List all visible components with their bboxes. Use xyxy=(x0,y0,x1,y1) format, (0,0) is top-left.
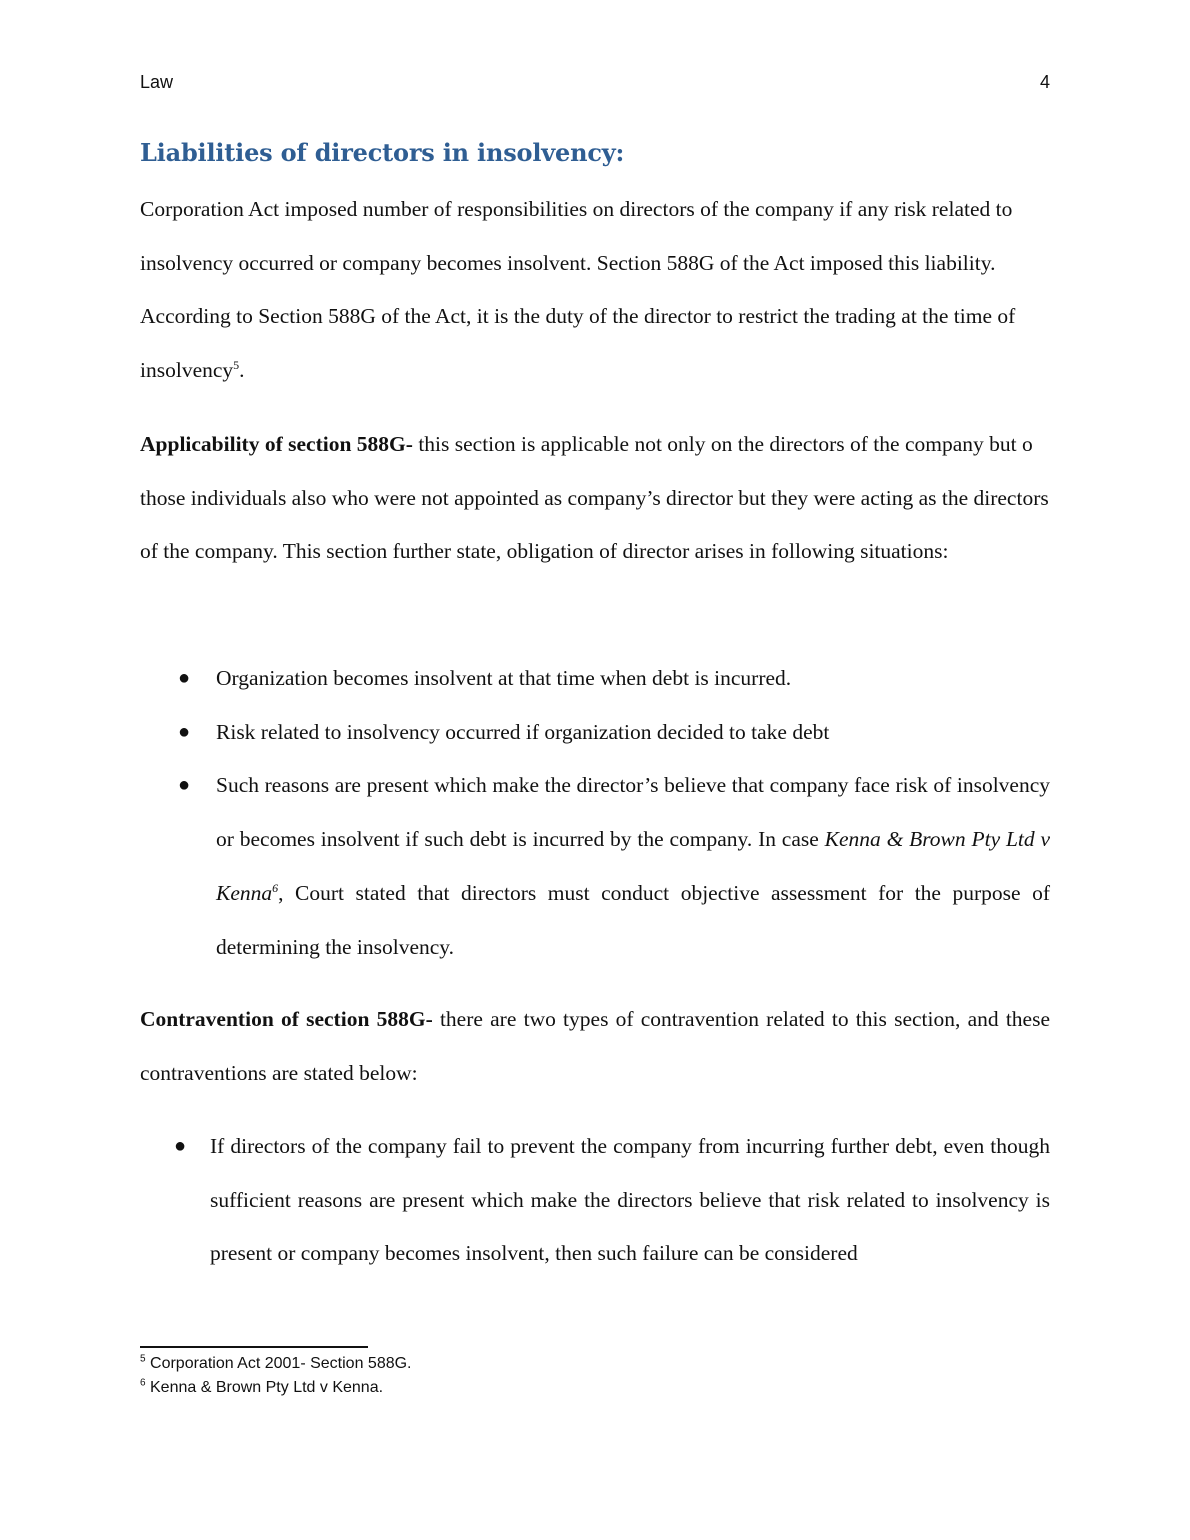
footnote-text: Kenna & Brown Pty Ltd v Kenna. xyxy=(145,1379,384,1396)
footnote-5 xyxy=(140,1352,1050,1376)
footnote-separator xyxy=(140,1346,368,1348)
list-item-text: Risk related to insolvency occurred if organization decided to take debt xyxy=(216,719,830,744)
list-item-text: If directors of the company fail to prevent the company from incurring further debt, even though sufficient reasons are present which make the directors believe that risk related to insolvency is present or company becomes insolvent, then such failure can be considered xyxy=(210,1134,1050,1266)
list-item-text: Organization becomes insolvent at that time when debt is incurred. xyxy=(216,666,792,690)
footnote-ref-number: 6 xyxy=(272,880,279,895)
paragraph-lead-bold: Contravention of section 588G- xyxy=(140,1007,433,1031)
contraventions-list xyxy=(140,1120,1050,1281)
paragraph-lead-bold: Applicability of section 588G- xyxy=(140,432,413,456)
list-item xyxy=(140,652,1050,706)
footnote-number: 6 xyxy=(140,1377,146,1389)
paragraph-text: this section is applicable not only on the directors of the company but o those individuals also who were not appointed as company’s director but they were acting as the directors of the company. This section further state, obligation of director arises in following situations: xyxy=(140,432,1049,564)
paragraph-liabilities xyxy=(140,183,1050,398)
running-header xyxy=(140,72,1050,98)
situations-list xyxy=(140,652,1050,974)
list-item-text-after: , Court stated that directors must conduct objective assessment for the purpose of determining the insolvency. xyxy=(216,880,1050,959)
list-item xyxy=(140,1120,1050,1281)
page-number: 4 xyxy=(1039,72,1050,92)
footnote-6 xyxy=(140,1376,1050,1400)
bullet-icon: ● xyxy=(174,1135,187,1157)
header-title: Law xyxy=(140,72,174,92)
footnote-ref-5: 5 xyxy=(233,357,240,372)
paragraph-contravention xyxy=(140,993,1050,1100)
footnotes xyxy=(140,1352,1050,1400)
footnote-number: 5 xyxy=(140,1353,146,1365)
bullet-icon: ● xyxy=(178,720,191,743)
paragraph-text: there are two types of contravention related to this section, and these contraventions are stated below: xyxy=(140,1007,1050,1085)
case-name: Kenna & Brown Pty Ltd v Kenna xyxy=(216,827,1050,905)
list-item-text: Such reasons are present which make the director’s believe that company face risk of insolvency or becomes insolvent if such debt is incurred by the company. In case xyxy=(216,773,1050,852)
paragraph-text: Corporation Act imposed number of responsibilities on directors of the company if any risk related to insolvency occurred or company becomes insolvent. Section 588G of the Act imposed this liability. According to Section 588G of the Act, it is the duty of the director to restrict the trading at the time of insolvency xyxy=(140,197,1016,383)
list-item xyxy=(140,759,1050,974)
section-heading: Liabilities of directors in insolvency: xyxy=(140,138,625,167)
bullet-icon: ● xyxy=(178,667,191,689)
bullet-icon: ● xyxy=(178,774,191,797)
list-item xyxy=(140,706,1050,760)
paragraph-end: . xyxy=(239,358,245,383)
paragraph-applicability xyxy=(140,418,1050,579)
footnote-text: Corporation Act 2001- Section 588G. xyxy=(145,1355,412,1372)
